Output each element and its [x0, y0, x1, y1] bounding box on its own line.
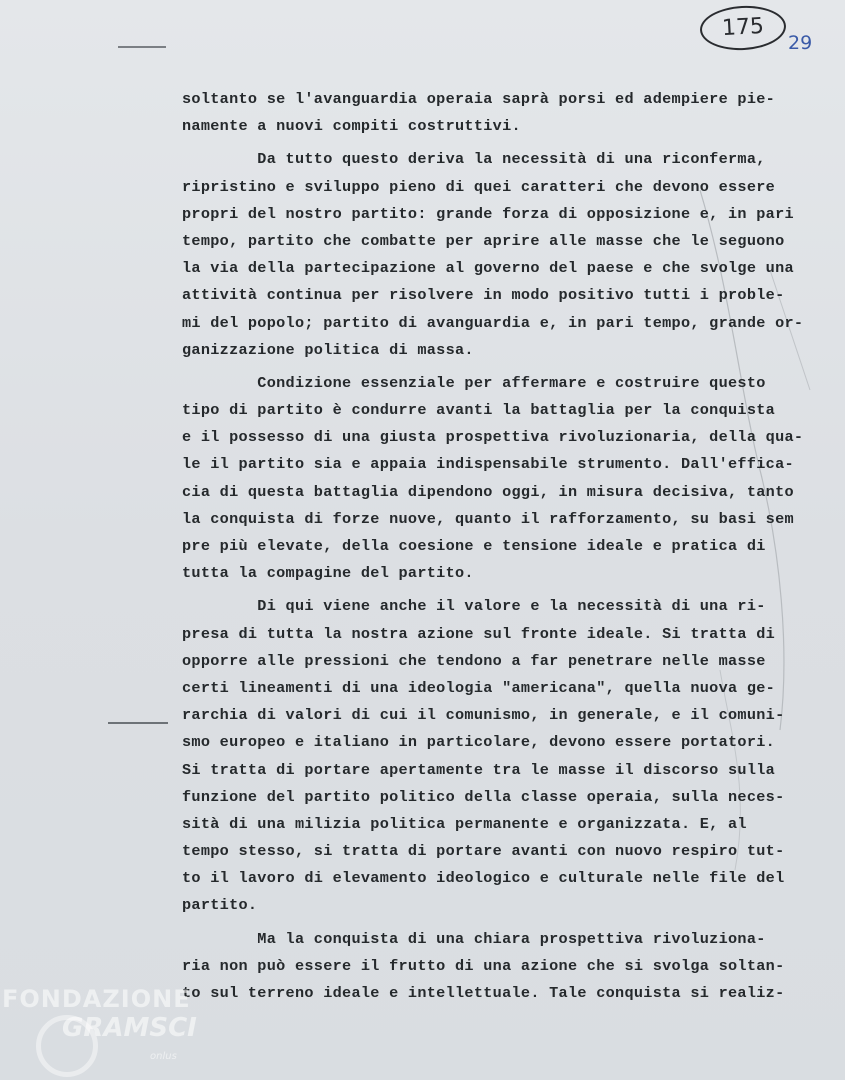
text-line: tempo stesso, si tratta di portare avanti con nuovo respiro tut-	[182, 842, 785, 861]
fondazione-gramsci-watermark	[0, 985, 210, 1080]
text-line: mi del popolo; partito di avanguardia e, in pari tempo, grande or-	[182, 313, 804, 332]
text-line: smo europeo e italiano in particolare, devono essere portatori.	[182, 733, 776, 752]
text-line: attività continua per risolvere in modo positivo tutti i proble-	[182, 286, 785, 305]
text-line: propri del nostro partito: grande forza di opposizione e, in pari	[182, 204, 794, 223]
text-line: Si tratta di portare apertamente tra le masse il discorso sulla	[182, 760, 776, 779]
margin-mark-top	[118, 46, 166, 48]
watermark-line3: onlus	[150, 1051, 177, 1062]
text-line: opporre alle pressioni che tendono a far penetrare nelle masse	[182, 651, 766, 670]
text-line: tutta la compagine del partito.	[182, 564, 474, 583]
text-line: Di qui viene anche il valore e la necessità di una ri-	[182, 597, 766, 616]
text-line: partito.	[182, 896, 258, 915]
text-line: certi lineamenti di una ideologia "americana", quella nuova ge-	[182, 678, 776, 697]
text-line: ria non può essere il frutto di una azione che si svolga soltan-	[182, 956, 785, 975]
text-line: Ma la conquista di una chiara prospettiva rivoluziona-	[182, 929, 766, 948]
text-line: la via della partecipazione al governo del paese e che svolge una	[182, 259, 794, 278]
text-line: funzione del partito politico della classe operaia, sulla neces-	[182, 787, 785, 806]
text-line: soltanto se l'avanguardia operaia saprà porsi ed adempiere pie-	[182, 90, 776, 108]
text-line: to sul terreno ideale e intellettuale. Tale conquista si realiz-	[182, 984, 785, 1002]
text-line: pre più elevate, della coesione e tensione ideale e pratica di	[182, 537, 766, 555]
text-line: e il possesso di una giusta prospettiva rivoluzionaria, della qua-	[182, 428, 804, 447]
text-line: Da tutto questo deriva la necessità di una riconferma,	[182, 150, 766, 169]
text-line: ganizzazione politica di massa.	[182, 340, 474, 359]
text-line: tipo di partito è condurre avanti la battaglia per la conquista	[182, 401, 776, 420]
text-line: tempo, partito che combatte per aprire alle masse che le seguono	[182, 231, 785, 250]
watermark-line1: FONDAZIONE	[2, 985, 191, 1013]
text-line: ripristino e sviluppo pieno di quei caratteri che devono essere	[182, 177, 776, 196]
typed-text-body	[182, 86, 822, 1007]
text-line: Condizione essenziale per affermare e costruire questo	[182, 373, 766, 392]
margin-mark-middle	[108, 722, 168, 724]
text-line: la conquista di forze nuove, quanto il rafforzamento, su basi sem	[182, 509, 794, 528]
text-line: rarchia di valori di cui il comunismo, in generale, e il comuni-	[182, 706, 785, 725]
text-line: namente a nuovi compiti costruttivi.	[182, 117, 521, 136]
sheet-number: 29	[788, 32, 813, 54]
text-line: sità di una milizia politica permanente e organizzata. E, al	[182, 814, 747, 833]
text-line: le il partito sia e appaia indispensabile strumento. Dall'effica-	[182, 455, 794, 474]
text-line: presa di tutta la nostra azione sul fronte ideale. Si tratta di	[182, 624, 776, 643]
text-line: to il lavoro di elevamento ideologico e culturale nelle file del	[182, 869, 785, 888]
text-line: cia di questa battaglia dipendono oggi, in misura decisiva, tanto	[182, 482, 794, 501]
watermark-line2: GRAMSCI	[62, 1013, 197, 1043]
page-number-stamp: 175	[699, 4, 787, 52]
